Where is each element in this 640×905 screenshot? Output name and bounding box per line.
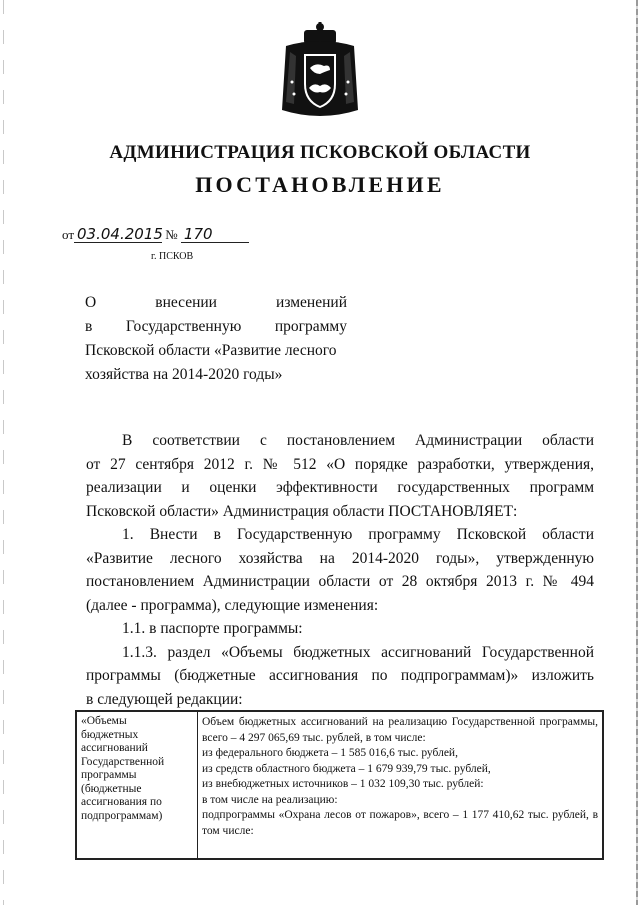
body-line: В соответствии с постановлением Администрации области	[122, 432, 594, 449]
body-line: (далее - программа), следующие изменения:	[86, 596, 379, 614]
table-label-line: подпрограммам)	[81, 809, 163, 822]
subject-line: хозяйства на 2014-2020 годы»	[85, 366, 283, 383]
table-label-cell	[77, 712, 198, 859]
table-value-line: из средств областного бюджета – 1 679 939,79 тыс. рублей,	[202, 762, 491, 775]
date-number-line	[62, 226, 249, 243]
table-label-line: (бюджетные	[81, 782, 142, 795]
body-line: «Развитие лесного хозяйства на 2014-2020 годы», утвержденную	[86, 549, 594, 567]
subject-word: О	[85, 294, 97, 311]
date-prefix: от	[62, 227, 75, 242]
table-label-line: ассигнований	[81, 742, 148, 754]
budget-table	[75, 710, 604, 860]
document-body	[86, 429, 594, 711]
organization-title: АДМИНИСТРАЦИЯ ПСКОВСКОЙ ОБЛАСТИ	[109, 142, 531, 163]
coat-of-arms-icon	[276, 22, 364, 122]
table-value-line: в том числе на реализацию:	[202, 793, 338, 806]
table-value-line: из внебюджетных источников – 1 032 109,30 тыс. рублей:	[202, 778, 484, 790]
table-label-line: программы	[81, 769, 137, 781]
document-subject	[85, 291, 347, 387]
table-label-line: бюджетных	[81, 728, 139, 741]
subject-word: программу	[274, 318, 347, 335]
body-line: 1.1. в паспорте программы:	[122, 620, 303, 637]
body-line: реализации и оценки эффективности государственных программ	[86, 479, 594, 496]
number-prefix: №	[165, 227, 178, 242]
table-label-line: «Объемы	[81, 715, 127, 727]
body-line: 1. Внести в Государственную программу Псковской области	[122, 526, 594, 543]
subject-word: в	[85, 318, 93, 335]
body-line: Псковской области» Администрация области ПОСТАНОВЛЯЕТ:	[86, 502, 518, 520]
document-number: 170	[181, 226, 249, 243]
document-date: 03.04.2015	[74, 226, 162, 243]
table-value-cell	[198, 712, 603, 859]
body-line: от 27 сентября 2012 г. № 512 «О порядке разработки, утверждения,	[86, 455, 594, 473]
table-label-line: ассигнования по	[81, 796, 162, 808]
page-edge-left	[3, 0, 4, 905]
subject-line: Псковской области «Развитие лесного	[85, 342, 337, 359]
body-line: программы (бюджетные ассигнования по подпрограммам)» изложить	[86, 667, 594, 684]
document-type-heading: ПОСТАНОВЛЕНИЕ	[195, 172, 445, 197]
body-line: постановлением Администрации области от 28 октября 2013 г. № 494	[86, 573, 594, 590]
city-label: г. ПСКОВ	[151, 251, 194, 262]
table-value-line: подпрограммы «Охрана лесов от пожаров», всего – 1 177 410,62 тыс. рублей, в том числе:	[202, 809, 598, 837]
table-value-line: Объем бюджетных ассигнований на реализацию Государственной программы, всего – 4 297 065,69 тыс. рублей, в том числе:	[202, 716, 598, 744]
subject-word: Государственную	[125, 318, 242, 335]
body-line: 1.1.3. раздел «Объемы бюджетных ассигнований Государственной	[122, 643, 594, 661]
table-label-line: Государственной	[81, 755, 165, 768]
page-edge-right	[636, 0, 638, 905]
subject-word: внесении	[155, 294, 217, 311]
body-line: в следующей редакции:	[86, 690, 243, 708]
subject-word: изменений	[276, 294, 347, 311]
table-value-line: из федерального бюджета – 1 585 016,6 тыс. рублей,	[202, 747, 458, 759]
